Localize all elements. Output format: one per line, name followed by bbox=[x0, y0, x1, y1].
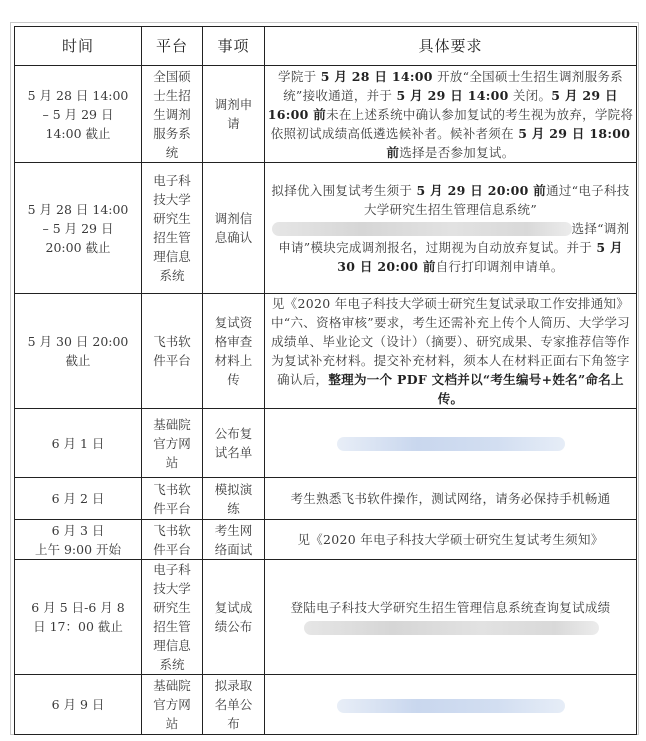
cell-requirement bbox=[265, 675, 637, 735]
cell-time bbox=[15, 409, 142, 478]
time-line: 14:00 截止 bbox=[45, 125, 111, 141]
cell-platform bbox=[142, 409, 203, 478]
cell-platform bbox=[142, 520, 203, 560]
time-line: 5 月 28 日 14:00 bbox=[27, 201, 129, 217]
platform-text: 电子科技大学研究生招生管理信息系统 bbox=[153, 562, 191, 672]
cell-item bbox=[203, 163, 265, 294]
redacted-block bbox=[304, 621, 599, 635]
table-row bbox=[15, 478, 637, 520]
cell-requirement bbox=[265, 163, 637, 294]
cell-time bbox=[15, 560, 142, 675]
req-bold: 整理为一个 PDF 文档并以“考生编号+姓名”命名上传。 bbox=[328, 372, 624, 406]
platform-text: 基础院官方网站 bbox=[153, 678, 191, 731]
cell-item bbox=[203, 560, 265, 675]
time-line: 截止 bbox=[65, 353, 91, 368]
req-text: 关闭。 bbox=[508, 87, 552, 103]
cell-platform bbox=[142, 294, 203, 409]
cell-time bbox=[15, 294, 142, 409]
time-line: 5 月 28 日 14:00 bbox=[27, 87, 129, 103]
cell-item bbox=[203, 520, 265, 560]
req-text: 登陆电子科技大学研究生招生管理信息系统查询复试成绩 bbox=[290, 600, 611, 615]
req-bold: 5 月 29 日 16:00 前 bbox=[267, 87, 618, 122]
req-bold: 5 月 29 日 18:00 前 bbox=[386, 125, 631, 160]
cell-item bbox=[203, 66, 265, 163]
cell-platform bbox=[142, 163, 203, 294]
cell-requirement bbox=[265, 409, 637, 478]
cell-requirement bbox=[265, 520, 637, 560]
table-row bbox=[15, 294, 637, 409]
item-text: 拟录取名单公布 bbox=[214, 678, 253, 731]
cell-time bbox=[15, 163, 142, 294]
platform-text: 基础院官方网站 bbox=[153, 416, 191, 470]
header-item: 事项 bbox=[203, 27, 265, 66]
cell-item bbox=[203, 294, 265, 409]
time-line: 20:00 截止 bbox=[45, 239, 111, 255]
cell-requirement bbox=[265, 560, 637, 675]
time-line: 6 月 5 日-6 月 8 bbox=[31, 600, 125, 615]
time-line: – 5 月 29 日 bbox=[42, 106, 114, 122]
req-bold: 5 月 29 日 20:00 前 bbox=[416, 182, 547, 198]
cell-time bbox=[15, 478, 142, 520]
req-text: 未在上述系统中确认参加复试的考生视为放弃，学院将依照初试成绩高低遴选候补者。候补者须在 bbox=[270, 106, 634, 141]
redacted-link[interactable] bbox=[337, 699, 565, 713]
cell-requirement bbox=[265, 478, 637, 520]
redacted-block bbox=[272, 222, 572, 236]
header-time: 时间 bbox=[15, 27, 142, 66]
time-line: 6 月 3 日 bbox=[51, 522, 105, 538]
cell-item bbox=[203, 478, 265, 520]
cell-platform bbox=[142, 66, 203, 163]
req-bold: 5 月 29 日 14:00 bbox=[396, 87, 509, 103]
cell-time bbox=[15, 520, 142, 560]
platform-text: 电子科技大学研究生招生管理信息系统 bbox=[153, 173, 191, 283]
platform-text: 飞书软件平台 bbox=[153, 522, 191, 557]
cell-requirement bbox=[265, 294, 637, 409]
header-platform: 平台 bbox=[142, 27, 203, 66]
time-line: 5 月 30 日 20:00 bbox=[27, 334, 129, 349]
header-requirement: 具体要求 bbox=[265, 27, 637, 66]
cell-requirement bbox=[265, 66, 637, 163]
table-row bbox=[15, 520, 637, 560]
table-row bbox=[15, 675, 637, 735]
req-text: 考生熟悉飞书软件操作，测试网络，请务必保持手机畅通 bbox=[290, 491, 611, 506]
item-text: 复试资格审查材料上传 bbox=[214, 315, 253, 387]
item-text: 考生网络面试 bbox=[214, 522, 253, 557]
table-row bbox=[15, 409, 637, 478]
redacted-link[interactable] bbox=[337, 437, 565, 451]
item-text: 调剂申请 bbox=[214, 97, 253, 131]
cell-platform bbox=[142, 675, 203, 735]
table-row bbox=[15, 66, 637, 163]
cell-item bbox=[203, 409, 265, 478]
cell-time bbox=[15, 675, 142, 735]
item-text: 调剂信息确认 bbox=[214, 211, 253, 245]
req-text: 学院于 bbox=[278, 68, 321, 84]
req-text: 拟择优入围复试考生须于 bbox=[271, 182, 417, 198]
platform-text: 全国硕士生招生调剂服务系统 bbox=[153, 68, 191, 160]
time-line: 上午 9:00 开始 bbox=[34, 541, 122, 557]
platform-text: 飞书软件平台 bbox=[153, 481, 191, 516]
cell-item bbox=[203, 675, 265, 735]
req-bold: 5 月 28 日 14:00 bbox=[320, 68, 433, 84]
cell-time bbox=[15, 66, 142, 163]
item-text: 公布复试名单 bbox=[214, 426, 253, 460]
req-text: 选择“调剂申请”模块完成调剂报名，过期视为自动放弃复试。并于 bbox=[278, 220, 630, 255]
req-text: 自行打印调剂申请单。 bbox=[435, 258, 564, 274]
req-text: 见《2020 年电子科技大学硕士研究生复试录取工作安排通知》中“六、资格审核”要求，考生还需补充上传个人简历、大学学习成绩单、毕业论文（设计）（摘要）、研究成果、专家推荐信等作为复试补充材料。提交补充材料，须本人在材料正面右下角签字确认后， bbox=[271, 296, 630, 387]
cell-platform bbox=[142, 560, 203, 675]
table-row bbox=[15, 163, 637, 294]
time-line: – 5 月 29 日 bbox=[42, 220, 114, 236]
time-line: 日 17：00 截止 bbox=[33, 619, 123, 634]
platform-text: 飞书软件平台 bbox=[153, 334, 191, 368]
item-text: 复试成绩公布 bbox=[214, 600, 253, 634]
req-text: 开放“全国硕士生招生调剂服务系统”接收通道，并于 bbox=[283, 68, 623, 103]
req-text: 选择是否参加复试。 bbox=[399, 144, 515, 160]
table-header-row bbox=[15, 27, 637, 66]
req-text: 通过“电子科技大学研究生招生管理信息系统” bbox=[363, 182, 630, 217]
time-line: 6 月 1 日 bbox=[51, 435, 105, 451]
time-line: 6 月 2 日 bbox=[51, 491, 105, 506]
req-text: 见《2020 年电子科技大学硕士研究生复试考生须知》 bbox=[297, 532, 604, 547]
table-row bbox=[15, 560, 637, 675]
req-bold: 5 月 30 日 20:00 前 bbox=[337, 239, 623, 274]
cell-platform bbox=[142, 478, 203, 520]
item-text: 模拟演练 bbox=[214, 481, 253, 516]
time-line: 6 月 9 日 bbox=[51, 697, 105, 712]
schedule-table bbox=[14, 26, 637, 735]
